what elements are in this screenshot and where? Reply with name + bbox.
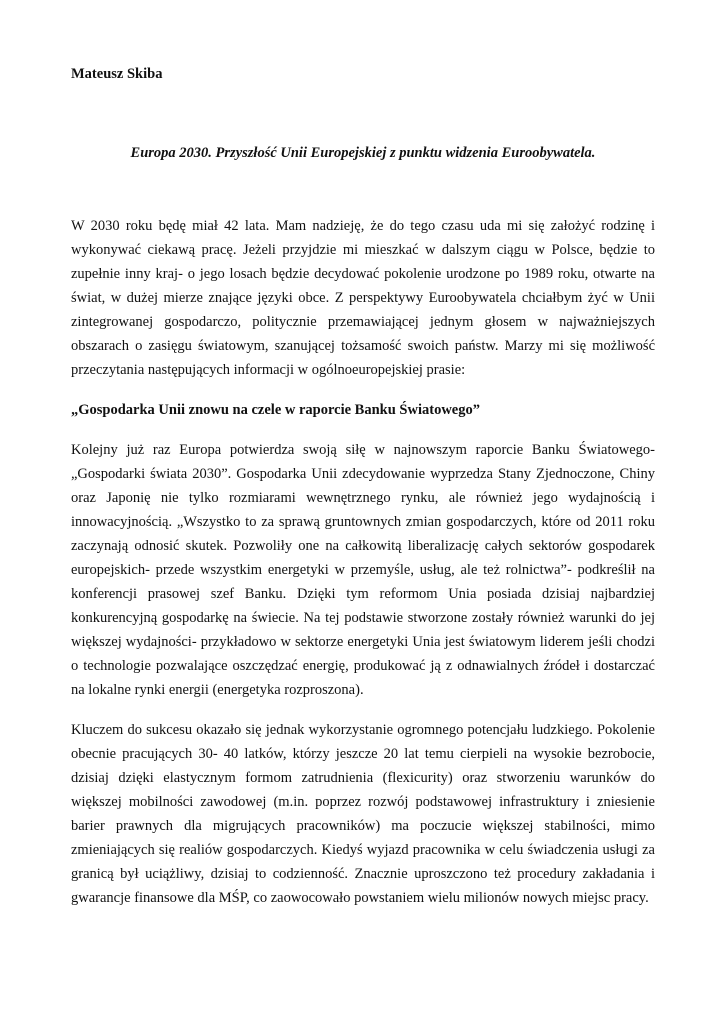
author-name: Mateusz Skiba xyxy=(71,66,163,82)
paragraph-human-potential: Kluczem do sukcesu okazało się jednak wykorzystanie ogromnego potencjału ludzkiego. Pokolenie obecnie pracujących 30- 40 latków, którzy jeszcze 20 lat temu cierpieli na wysokie bezrobocie, dzisiaj dzięki elastycznym formom zatrudnienia (flexicurity) oraz stworzeniu warunków do większej mobilności zawodowej (m.in. poprzez rozwój podstawowej infrastruktury i zniesienie barier prawnych dla migrujących pracowników) ma poczucie większej stabilności, mimo zmieniających się realiów gospodarczych. Kiedyś wyjazd pracownika w celu świadczenia usługi za granicą był uciążliwy, dzisiaj to codzienność. Znacznie uproszczono też procedury zakładania i gwarancje finansowe dla MŚP, co zaowocowało powstaniem wielu milionów nowych miejsc pracy. xyxy=(71,722,655,906)
essay-body xyxy=(71,214,655,926)
essay-title: Europa 2030. Przyszłość Unii Europejskiej z punktu widzenia Euroobywatela. xyxy=(130,145,596,161)
article-heading: „Gospodarka Unii znowu na czele w raporcie Banku Światowego” xyxy=(71,402,480,418)
paragraph-intro: W 2030 roku będę miał 42 lata. Mam nadzieję, że do tego czasu uda mi się założyć rodzinę i wykonywać ciekawą pracę. Jeżeli przyjdzie mi mieszkać w dalszym ciągu w Polsce, będzie to zupełnie inny kraj- o jego losach będzie decydować pokolenie urodzone po 1989 roku, otwarte na świat, w dużej mierze znające języki obce. Z perspektywy Euroobywatela chciałbym żyć w Unii zintegrowanej gospodarczo, politycznie przemawiającej jednym głosem w najważniejszych obszarach o zasięgu światowym, szanującej tożsamość swoich państw. Marzy mi się możliwość przeczytania następujących informacji w ogólnoeuropejskiej prasie: xyxy=(71,218,655,378)
paragraph-world-bank-report: Kolejny już raz Europa potwierdza swoją siłę w najnowszym raporcie Banku Światowego- „Gospodarki świata 2030”. Gospodarka Unii zdecydowanie wyprzedza Stany Zjednoczone, Chiny oraz Japonię nie tylko rozmiarami wewnętrznego rynku, ale również jego wydajnością i innowacyjnością. „Wszystko to za sprawą gruntownych zmian gospodarczych, które od 2011 roku zaczynają odnosić skutek. Pozwoliły one na całkowitą liberalizację całych sektorów gospodarek europejskich- przede wszystkim energetyki w przemyśle, usług, ale też rolnictwa”- podkreślił na konferencji prasowej szef Banku. Dzięki tym reformom Unia posiada dzisiaj najbardziej konkurencyjną gospodarkę na świecie. Na tej podstawie stworzone zostały również warunki do jej większej wydajności- przykładowo w sektorze energetyki Unia jest światowym liderem jeśli chodzi o technologie pozwalające oszczędzać energię, produkować ją z odnawialnych źródeł i dostarczać na lokalne rynki energii (energetyka rozproszona). xyxy=(71,442,655,698)
